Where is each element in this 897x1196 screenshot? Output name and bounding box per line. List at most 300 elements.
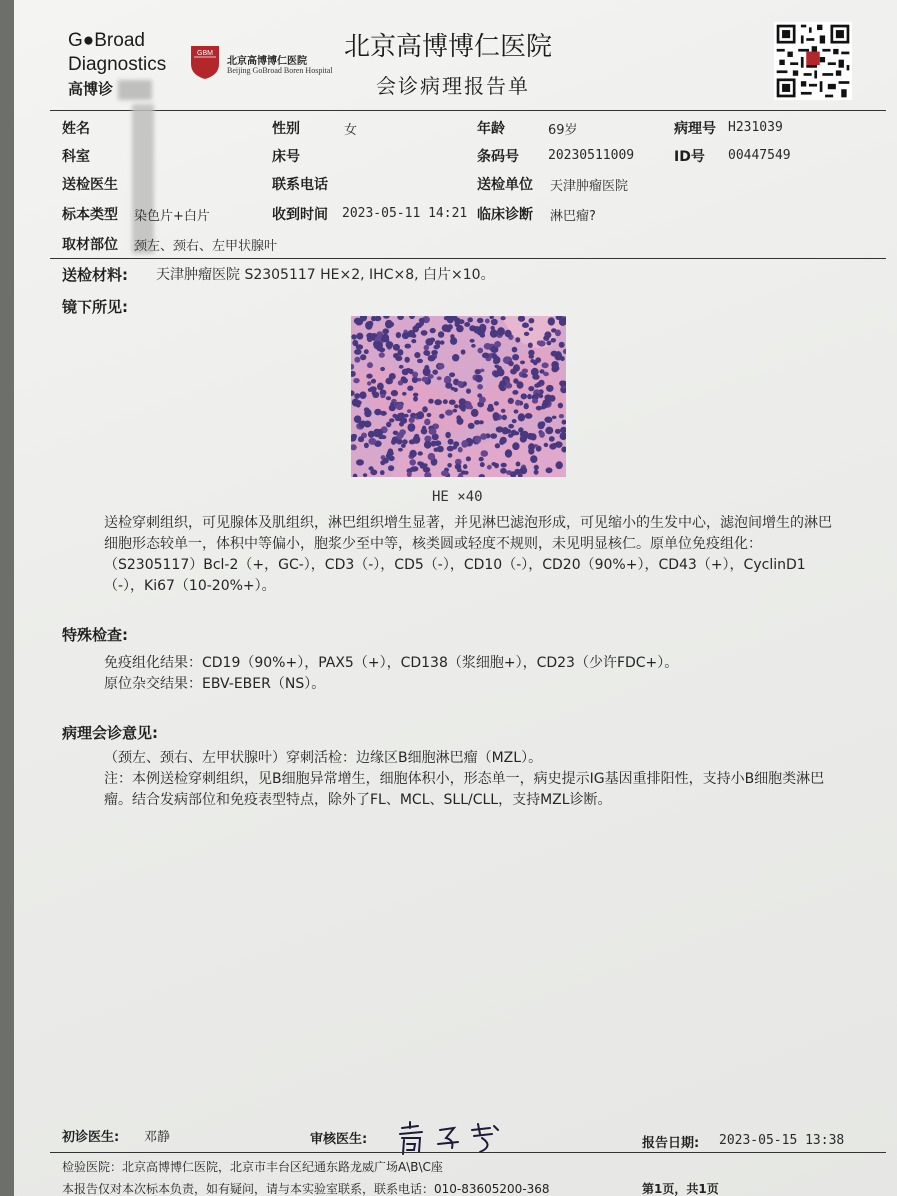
nucleus (528, 386, 534, 391)
nucleus (497, 327, 505, 336)
material-label: 送检材料: (62, 266, 128, 284)
pathno-label: 病理号 (674, 121, 716, 137)
nucleus (408, 423, 416, 432)
nucleus (534, 470, 539, 475)
nucleus (502, 415, 507, 421)
nucleus (524, 403, 529, 408)
nucleus (466, 456, 471, 461)
nucleus (544, 417, 552, 423)
received-label: 收到时间 (272, 207, 328, 223)
nucleus (522, 373, 528, 378)
nucleus (409, 417, 415, 423)
nucleus (445, 383, 452, 389)
nucleus (471, 409, 479, 417)
nucleus (380, 470, 385, 475)
nucleus (515, 400, 521, 405)
nucleus (525, 413, 533, 419)
nucleus (555, 429, 561, 434)
nucleus (464, 322, 470, 327)
nucleus (496, 426, 504, 432)
nucleus (389, 373, 396, 380)
nucleus (479, 457, 484, 462)
nucleus (364, 443, 369, 449)
nucleus (357, 333, 364, 340)
nucleus (549, 443, 556, 449)
nucleus (494, 341, 501, 348)
sex-label: 性别 (272, 121, 300, 137)
nucleus (534, 465, 539, 470)
nucleus (481, 450, 489, 457)
nucleus (479, 420, 484, 424)
info-rule (50, 258, 886, 259)
nucleus (431, 350, 438, 355)
nucleus (377, 383, 384, 391)
nucleus (356, 403, 361, 408)
nucleus (361, 395, 366, 399)
redaction-blur (118, 80, 152, 100)
nucleus (434, 399, 442, 405)
nucleus (428, 374, 434, 379)
nucleus (414, 434, 419, 438)
nucleus (556, 461, 563, 469)
nucleus (399, 365, 404, 369)
report-title: 北京高博博仁医院 (344, 32, 553, 62)
nucleus (389, 418, 394, 422)
special-ihc: 免疫组化结果：CD19（90%+），PAX5（+），CD138（浆细胞+），CD23（少许FDC+）。 (104, 655, 679, 671)
nucleus (351, 334, 357, 339)
nucleus (467, 317, 473, 322)
nucleus (495, 443, 500, 448)
nucleus (396, 332, 401, 338)
nucleus (527, 394, 532, 399)
nucleus (505, 330, 512, 338)
footer-lab: 检验医院：北京高博博仁医院，北京市丰台区纪通东路龙威广场A\B\C座 (62, 1160, 443, 1174)
nucleus (424, 345, 430, 350)
nucleus (545, 427, 553, 435)
nucleus (492, 353, 497, 358)
nucleus (402, 369, 409, 376)
nucleus (490, 433, 497, 439)
microscopy-paragraph: 送检穿刺组织，可见腺体及肌组织，淋巴组织增生显著，并见淋巴滤泡形成，可见缩小的生发中心，滤泡间增生的淋巴细胞形态较单一，体积中等偏小，胞浆少至中等，核类圆或轻度不规则，未见明显核仁。原单位免疫组化：（S2305117）Bcl-2（+，GC-），CD3（-），CD5（-），CD10（-），CD20（90%+），CD43（+），CyclinD1（-），Ki67（10-20%+）。 (104, 515, 832, 594)
nucleus (524, 332, 529, 336)
nucleus (477, 348, 483, 354)
nucleus (501, 409, 506, 413)
nucleus (551, 338, 556, 343)
nucleus (493, 416, 498, 421)
nucleus (508, 424, 514, 429)
nucleus (521, 393, 527, 399)
nucleus (520, 467, 528, 474)
nucleus (396, 432, 402, 439)
nucleus (387, 451, 394, 457)
nucleus (539, 431, 545, 438)
nucleus (516, 462, 521, 467)
nucleus (546, 385, 554, 392)
unit-label: 送检单位 (477, 177, 533, 193)
nucleus (513, 364, 520, 371)
nucleus (457, 381, 463, 387)
name-label: 姓名 (62, 121, 90, 137)
nucleus (422, 406, 428, 412)
footer-page: 第1页，共1页 (642, 1182, 719, 1196)
name-redaction (132, 104, 154, 254)
first-doctor-value: 邓静 (144, 1130, 171, 1145)
nucleus (352, 340, 358, 346)
nucleus (380, 394, 385, 398)
nucleus (372, 392, 379, 398)
nucleus (543, 336, 549, 341)
image-caption: HE ×40 (432, 489, 483, 505)
nucleus (412, 325, 419, 332)
nucleus (354, 393, 360, 399)
nucleus (360, 354, 366, 360)
nucleus (440, 340, 445, 344)
nucleus (447, 324, 453, 330)
special-ish: 原位杂交结果：EBV-EBER（NS）。 (104, 676, 326, 692)
nucleus (470, 339, 475, 343)
nucleus (418, 451, 423, 455)
nucleus (543, 372, 549, 376)
nucleus (518, 413, 525, 421)
clinical-label: 临床诊断 (477, 207, 533, 223)
nucleus (429, 428, 437, 435)
nucleus (480, 369, 485, 373)
nucleus (424, 419, 430, 426)
nucleus (466, 389, 471, 394)
svg-text:GBM: GBM (197, 50, 213, 57)
nucleus (409, 459, 416, 465)
nucleus (452, 409, 457, 413)
nucleus (482, 353, 490, 359)
nucleus (427, 413, 432, 417)
nucleus (425, 338, 433, 346)
site-value: 颈左、颈右、左甲状腺叶 (134, 239, 278, 254)
nucleus (354, 415, 362, 423)
nucleus (423, 350, 429, 356)
nucleus (552, 416, 557, 419)
nucleus (434, 440, 441, 446)
nucleus (438, 331, 444, 338)
nucleus (428, 399, 433, 404)
nucleus (381, 338, 387, 343)
nucleus (534, 393, 539, 397)
age-label: 年龄 (477, 121, 505, 137)
nucleus (417, 359, 423, 363)
nucleus (353, 378, 359, 383)
nucleus (520, 432, 525, 437)
nucleus (461, 440, 468, 448)
footer-disclaimer: 本报告仅对本次标本负责，如有疑问，请与本实验室联系，联系电话：010-83605200-368 (62, 1182, 550, 1196)
id-label: ID号 (674, 149, 705, 165)
nucleus (555, 330, 561, 337)
nucleus (548, 317, 555, 325)
nucleus (395, 415, 401, 421)
nucleus (432, 370, 438, 375)
nucleus (412, 372, 418, 378)
spectype-value: 染色片+白片 (134, 209, 210, 224)
nucleus (464, 471, 469, 475)
histology-image (351, 316, 566, 477)
nucleus (500, 468, 507, 474)
nucleus (530, 455, 537, 463)
nucleus (551, 366, 558, 373)
nucleus (443, 399, 448, 404)
nucleus (396, 403, 404, 410)
nucleus (398, 380, 403, 385)
report-date-value: 2023-05-15 13:38 (719, 1133, 845, 1148)
nucleus (424, 441, 432, 449)
nucleus (419, 318, 425, 323)
nucleus (368, 431, 375, 438)
nucleus (494, 401, 499, 405)
nucleus (547, 397, 551, 402)
nucleus (367, 362, 373, 368)
nucleus (388, 456, 394, 462)
nucleus (428, 453, 436, 460)
nucleus (417, 411, 424, 419)
nucleus (430, 328, 436, 333)
nucleus (558, 403, 563, 409)
sex-value: 女 (344, 123, 358, 138)
nucleus (508, 398, 514, 404)
nucleus (447, 446, 454, 452)
nucleus (528, 443, 535, 451)
report-subtitle: 会诊病理报告单 (376, 74, 530, 98)
nucleus (365, 321, 373, 330)
nucleus (414, 352, 420, 358)
nucleus (488, 404, 493, 409)
nucleus (405, 344, 412, 349)
barcode-label: 条码号 (477, 149, 519, 165)
pathno-value: H231039 (728, 120, 783, 135)
nucleus (386, 422, 391, 428)
nucleus (411, 339, 416, 343)
nucleus (477, 384, 483, 390)
nucleus (413, 396, 418, 401)
nucleus (441, 470, 449, 476)
bed-label: 床号 (272, 149, 300, 165)
dept-label: 科室 (62, 149, 90, 165)
nucleus (448, 453, 453, 458)
nucleus (374, 409, 381, 416)
nucleus (447, 463, 452, 468)
phone-label: 联系电话 (272, 177, 328, 193)
nucleus (369, 466, 374, 470)
nucleus (368, 388, 373, 392)
nucleus (528, 343, 533, 348)
barcode-value: 20230511009 (548, 148, 635, 163)
doctor-label: 送检医生 (62, 177, 118, 193)
nucleus (494, 364, 499, 368)
nucleus (453, 441, 459, 447)
nucleus (368, 438, 376, 445)
report-date-label: 报告日期: (642, 1136, 700, 1151)
nucleus (354, 357, 360, 363)
nucleus (559, 342, 565, 348)
nucleus (514, 409, 519, 413)
nucleus (501, 463, 507, 468)
nucleus (386, 396, 391, 400)
special-heading: 特殊检查: (62, 626, 128, 644)
nucleus (511, 430, 517, 436)
nucleus (374, 341, 382, 350)
nucleus (538, 422, 545, 430)
nucleus (471, 344, 476, 348)
nucleus (423, 467, 430, 473)
nucleus (351, 434, 357, 439)
nucleus (395, 356, 402, 361)
nucleus (484, 343, 492, 350)
nucleus (546, 341, 551, 346)
nucleus (367, 381, 371, 385)
nucleus (393, 344, 400, 351)
nucleus (559, 414, 564, 418)
nucleus (490, 329, 498, 338)
nucleus (386, 341, 394, 348)
nucleus (448, 439, 454, 445)
footer-rule (50, 1152, 886, 1153)
clinical-value: 淋巴瘤? (550, 209, 596, 224)
nucleus (445, 432, 451, 438)
report-paper (14, 0, 897, 1196)
nucleus (354, 349, 362, 355)
nucleus (363, 473, 367, 477)
hospital-name-cn: 北京高博博仁医院 (227, 56, 307, 67)
nucleus (461, 349, 466, 354)
nucleus (544, 443, 549, 447)
nucleus (529, 354, 534, 359)
nucleus (358, 436, 363, 440)
nucleus (356, 459, 364, 465)
nucleus (468, 423, 475, 429)
nucleus (532, 398, 538, 403)
nucleus (371, 316, 376, 321)
nucleus (501, 316, 506, 320)
nucleus (398, 448, 403, 452)
nucleus (529, 318, 535, 323)
logo-line2: Diagnostics (68, 54, 167, 75)
nucleus (407, 472, 412, 478)
nucleus (366, 374, 372, 379)
nucleus (388, 465, 394, 471)
nucleus (454, 404, 459, 408)
nucleus (529, 327, 533, 331)
nucleus (364, 349, 369, 354)
reviewer-label: 审核医生: (310, 1132, 368, 1147)
nucleus (407, 386, 413, 391)
nucleus (546, 467, 553, 473)
id-value: 00447549 (728, 148, 791, 163)
nucleus (383, 458, 389, 464)
nucleus (409, 450, 416, 458)
nucleus (421, 428, 428, 435)
nucleus (450, 337, 457, 345)
nucleus (554, 352, 562, 361)
nucleus (508, 361, 514, 366)
nucleus (538, 340, 546, 346)
nucleus (389, 405, 396, 412)
opinion-diagnosis: （颈左、颈右、左甲状腺叶）穿刺活检：边缘区B细胞淋巴瘤（MZL）。 (104, 750, 543, 766)
nucleus (452, 354, 459, 361)
opinion-note: 注：本例送检穿刺组织，见B细胞异常增生，细胞体积小，形态单一，病史提示IG基因重排阳性，支持小B细胞类淋巴瘤。结合发病部位和免疫表型特点，除外了FL、MCL、SLL/CLL，支持MZL诊断。 (104, 771, 825, 808)
nucleus (437, 376, 442, 380)
nucleus (435, 345, 440, 349)
nucleus (522, 322, 529, 328)
nucleus (536, 406, 542, 411)
nucleus (469, 325, 476, 331)
microscopy-heading: 镜下所见: (62, 298, 128, 316)
nucleus (407, 409, 411, 413)
nucleus (549, 436, 555, 442)
nucleus (512, 390, 518, 395)
spectype-label: 标本类型 (62, 207, 118, 223)
site-label: 取材部位 (62, 237, 118, 253)
nucleus (532, 374, 539, 380)
nucleus (480, 462, 485, 467)
nucleus (542, 362, 549, 368)
nucleus (459, 403, 466, 410)
nucleus (402, 392, 407, 396)
nucleus (405, 357, 410, 363)
nucleus (479, 397, 486, 404)
received-value: 2023-05-11 14:21 (342, 206, 468, 221)
nucleus (371, 379, 376, 384)
nucleus (439, 414, 444, 419)
hospital-name-en: Beijing GoBroad Boren Hospital (227, 66, 333, 75)
logo-line3: 高博诊 (68, 80, 114, 98)
nucleus (419, 462, 424, 467)
nucleus (505, 449, 512, 457)
nucleus (499, 439, 504, 445)
nucleus (494, 463, 499, 468)
nucleus (515, 337, 520, 342)
nucleus (512, 442, 519, 450)
nucleus (423, 463, 428, 467)
nucleus (485, 319, 490, 324)
nucleus (457, 418, 464, 425)
header-rule (50, 110, 886, 111)
first-doctor-label: 初诊医生: (62, 1130, 120, 1145)
nucleus (401, 444, 406, 448)
unit-value: 天津肿瘤医院 (550, 179, 629, 194)
nucleus (422, 377, 428, 383)
nucleus (480, 433, 487, 440)
nucleus (391, 439, 396, 445)
nucleus (382, 328, 389, 334)
nucleus (512, 347, 518, 353)
nucleus (487, 465, 492, 470)
nucleus (379, 352, 385, 357)
nucleus (391, 390, 398, 396)
nucleus (463, 464, 467, 469)
nucleus (479, 324, 486, 332)
nucleus (477, 318, 484, 323)
nucleus (534, 383, 540, 387)
nucleus (449, 372, 455, 377)
logo-line1: G●Broad (68, 30, 145, 51)
age-value: 69岁 (548, 123, 578, 138)
nucleus (475, 375, 483, 383)
nucleus (380, 367, 385, 371)
nucleus (366, 333, 373, 339)
nucleus (533, 360, 538, 365)
nucleus (428, 355, 436, 361)
nucleus (387, 321, 395, 327)
hospital-shield-icon (190, 44, 220, 80)
nucleus (455, 464, 462, 470)
opinion-heading: 病理会诊意见: (62, 724, 158, 742)
nucleus (437, 446, 444, 453)
